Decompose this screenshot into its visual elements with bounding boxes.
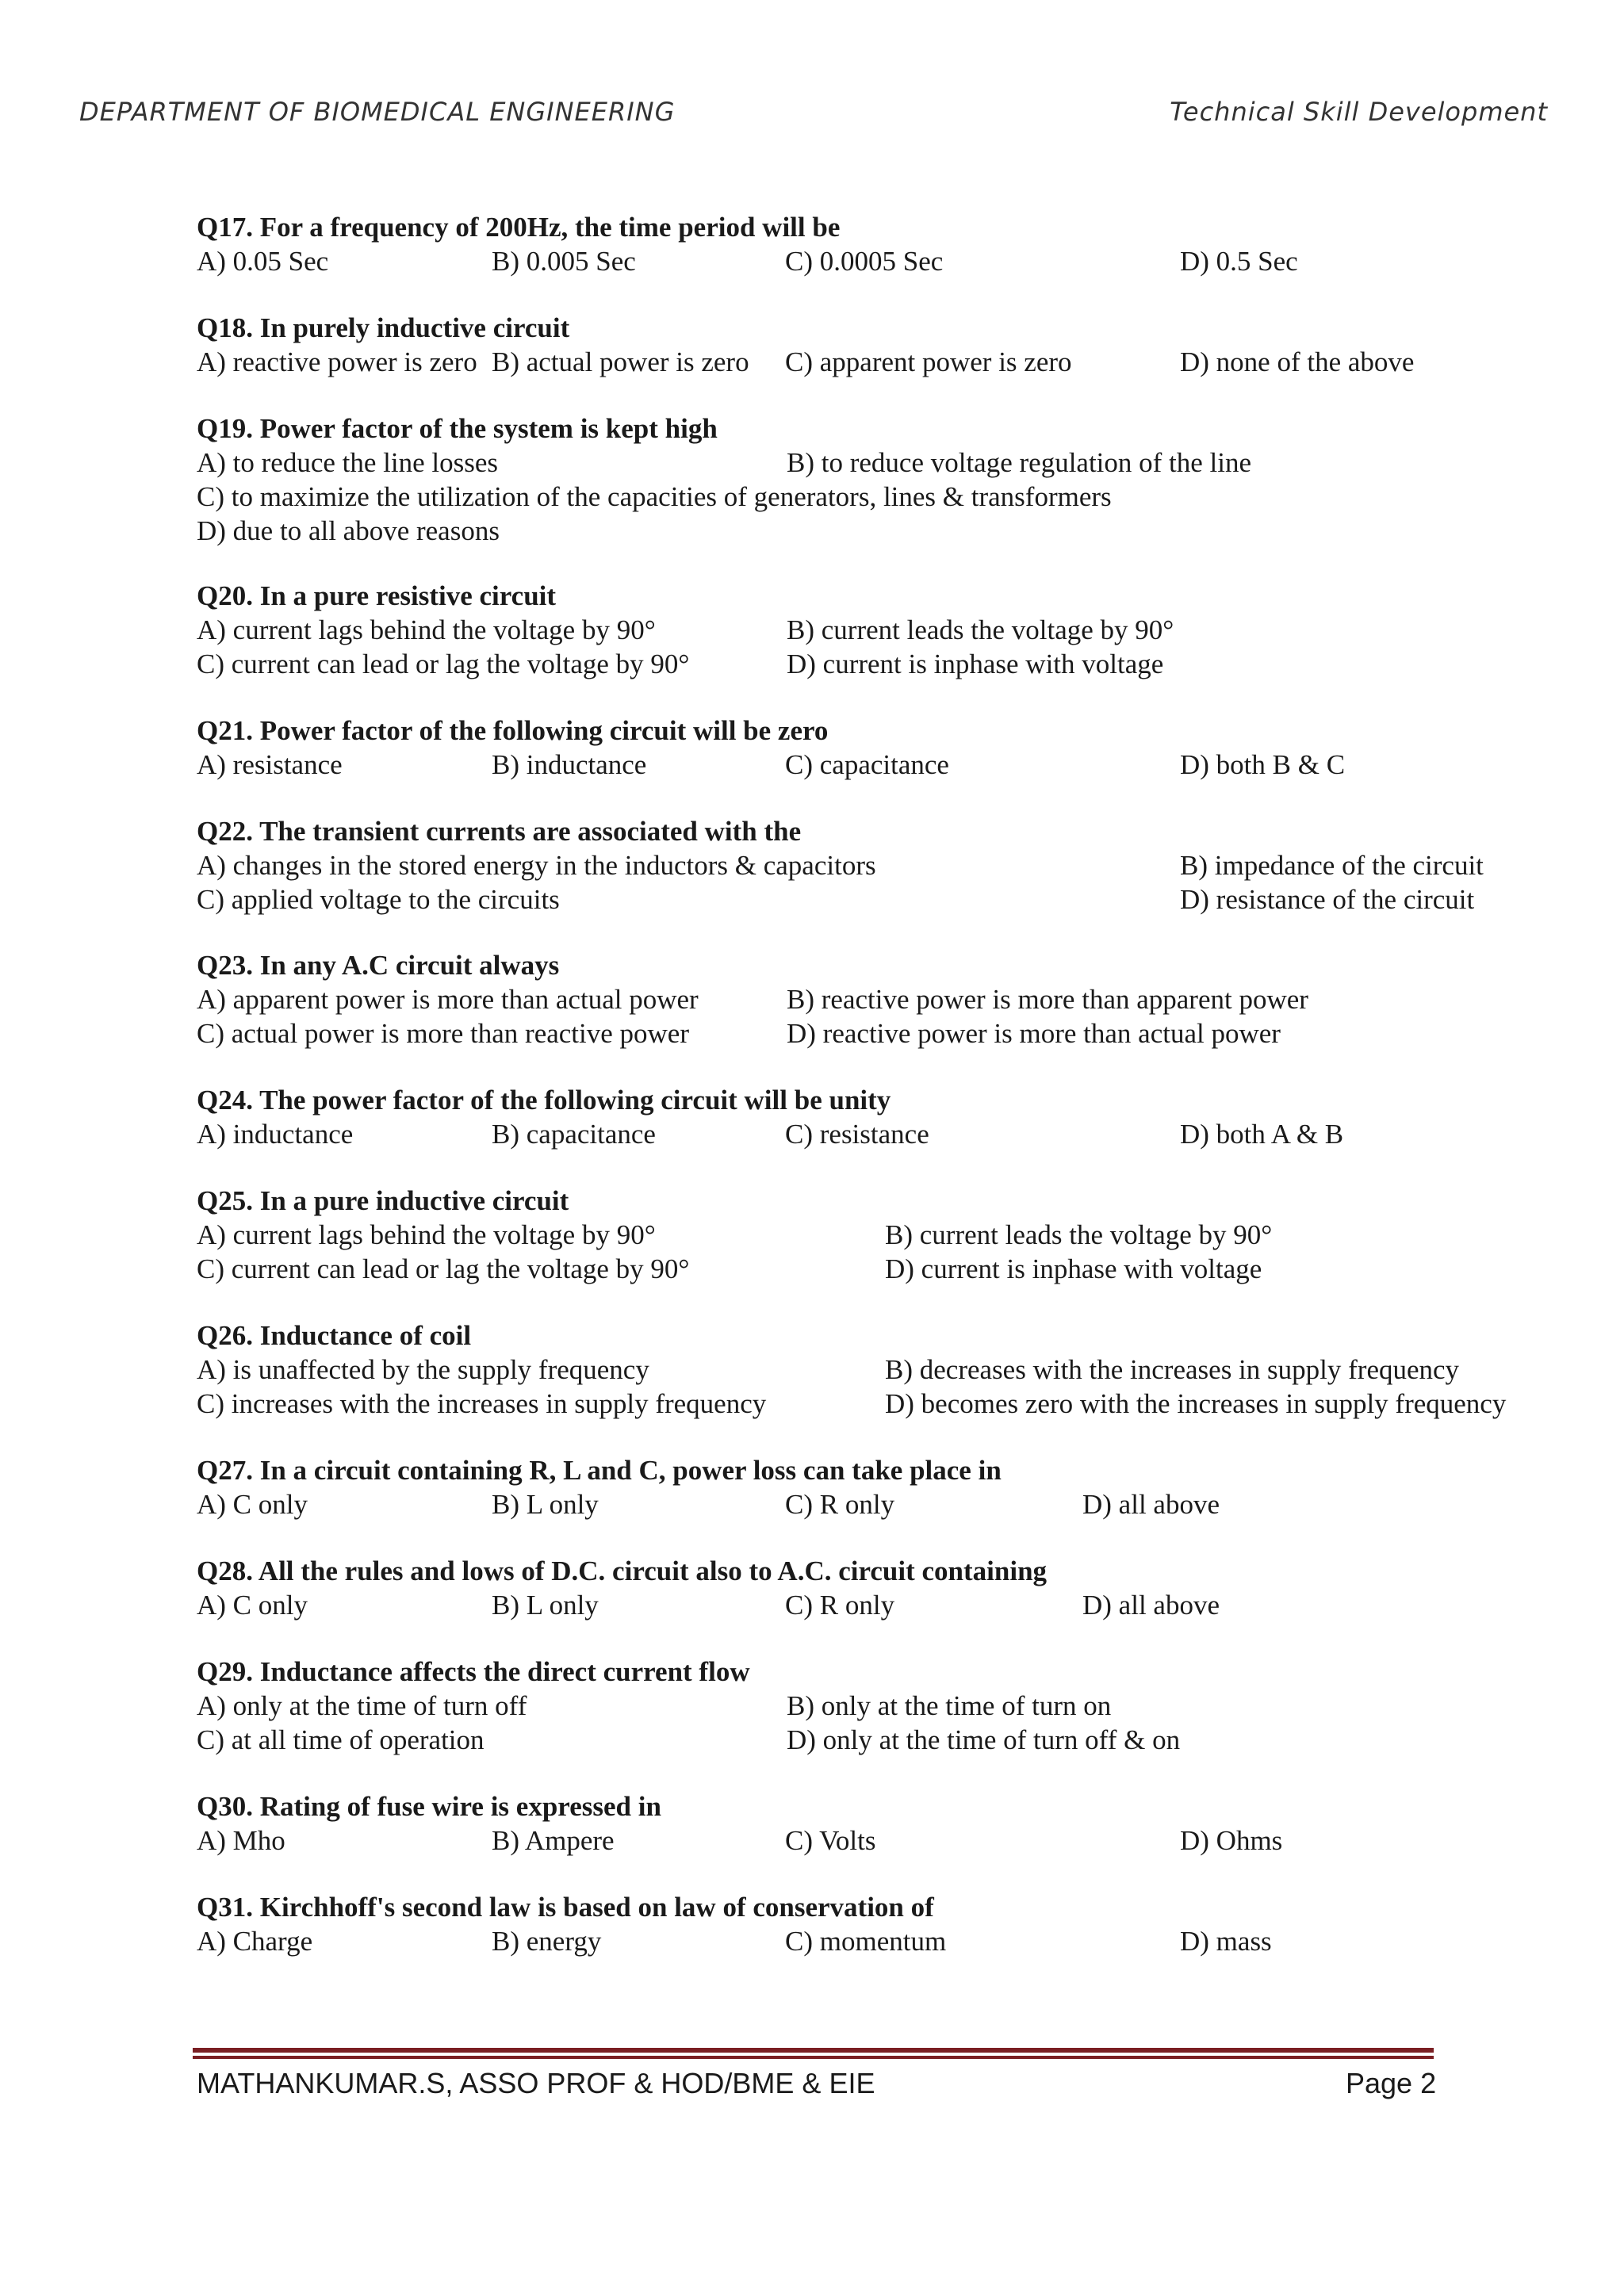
answer-option: B) actual power is zero — [492, 346, 749, 377]
answer-option: C) to maximize the utilization of the capacities of generators, lines & transformers — [197, 481, 1112, 512]
answer-option: A) current lags behind the voltage by 90° — [197, 1219, 656, 1250]
option-row — [197, 1252, 1561, 1286]
footer-rule-thick — [193, 2048, 1434, 2053]
answer-option: A) C only — [197, 1590, 308, 1621]
answer-option: C) 0.0005 Sec — [785, 246, 944, 277]
answer-option: D) both A & B — [1180, 1119, 1344, 1150]
option-row — [197, 480, 1561, 514]
question-block — [197, 948, 1561, 1050]
option-row — [197, 848, 1561, 882]
answer-option: B) inductance — [492, 749, 647, 780]
option-row — [197, 1387, 1561, 1421]
option-row — [197, 748, 1561, 782]
option-row — [197, 1823, 1561, 1858]
answer-option: D) current is inphase with voltage — [885, 1253, 1262, 1284]
page-header-department: DEPARTMENT OF BIOMEDICAL ENGINEERING — [79, 97, 676, 127]
answer-option: D) mass — [1180, 1926, 1272, 1957]
answer-option: B) capacitance — [492, 1119, 656, 1150]
answer-option: D) becomes zero with the increases in supply frequency — [885, 1388, 1507, 1419]
option-row — [197, 345, 1561, 379]
option-row — [197, 882, 1561, 916]
option-row — [197, 446, 1561, 480]
answer-option: A) changes in the stored energy in the inductors & capacitors — [197, 850, 876, 881]
answer-option: C) capacitance — [785, 749, 949, 780]
answer-option: C) actual power is more than reactive power — [197, 1018, 689, 1049]
answer-option: A) inductance — [197, 1119, 354, 1150]
question-block — [197, 311, 1561, 379]
question-text: Q17. For a frequency of 200Hz, the time period will be — [197, 212, 841, 243]
option-row — [197, 1723, 1561, 1757]
answer-option: B) L only — [492, 1489, 599, 1520]
answer-option: A) current lags behind the voltage by 90° — [197, 614, 656, 645]
answer-option: D) current is inphase with voltage — [787, 649, 1164, 679]
question-text: Q22. The transient currents are associated with the — [197, 816, 802, 847]
question-text: Q28. All the rules and lows of D.C. circuit also to A.C. circuit containing — [197, 1556, 1048, 1586]
option-row — [197, 1487, 1561, 1521]
question-text: Q18. In purely inductive circuit — [197, 312, 570, 343]
question-block — [197, 579, 1561, 681]
question-block — [197, 1554, 1561, 1622]
answer-option: C) applied voltage to the circuits — [197, 884, 560, 915]
option-row — [197, 1588, 1561, 1622]
option-row — [197, 647, 1561, 681]
answer-option: D) none of the above — [1180, 346, 1415, 377]
option-row — [197, 982, 1561, 1016]
answer-option: D) Ohms — [1180, 1825, 1283, 1856]
answer-option: B) L only — [492, 1590, 599, 1621]
answer-option: D) all above — [1082, 1590, 1220, 1621]
answer-option: B) only at the time of turn on — [787, 1690, 1112, 1721]
question-block — [197, 411, 1561, 548]
answer-option: A) apparent power is more than actual power — [197, 984, 699, 1015]
answer-option: B) current leads the voltage by 90° — [787, 614, 1174, 645]
question-block — [197, 1083, 1561, 1151]
question-text: Q29. Inductance affects the direct current flow — [197, 1656, 750, 1687]
page-header-course: Technical Skill Development — [1170, 97, 1548, 127]
question-block — [197, 1453, 1561, 1521]
answer-option: C) current can lead or lag the voltage by 90° — [197, 649, 690, 679]
question-text: Q31. Kirchhoff's second law is based on law of conservation of — [197, 1892, 934, 1923]
answer-option: A) C only — [197, 1489, 308, 1520]
question-text: Q23. In any A.C circuit always — [197, 950, 560, 981]
answer-option: C) resistance — [785, 1119, 929, 1150]
question-block — [197, 1318, 1561, 1421]
answer-option: B) decreases with the increases in supply frequency — [885, 1354, 1460, 1385]
answer-option: A) Charge — [197, 1926, 313, 1957]
answer-option: B) 0.005 Sec — [492, 246, 636, 277]
answer-option: B) to reduce voltage regulation of the line — [787, 447, 1252, 478]
answer-option: C) increases with the increases in supply frequency — [197, 1388, 767, 1419]
answer-option: D) all above — [1082, 1489, 1220, 1520]
answer-option: B) energy — [492, 1926, 602, 1957]
answer-option: A) reactive power is zero — [197, 346, 477, 377]
question-block — [197, 1890, 1561, 1958]
question-block — [197, 210, 1561, 278]
answer-option: A) 0.05 Sec — [197, 246, 329, 277]
answer-option: B) reactive power is more than apparent power — [787, 984, 1308, 1015]
question-text: Q24. The power factor of the following circuit will be unity — [197, 1085, 891, 1115]
answer-option: C) R only — [785, 1489, 895, 1520]
question-block — [197, 1184, 1561, 1286]
question-text: Q21. Power factor of the following circuit will be zero — [197, 715, 829, 746]
question-block — [197, 1655, 1561, 1757]
answer-option: C) momentum — [785, 1926, 947, 1957]
question-text: Q19. Power factor of the system is kept high — [197, 413, 718, 444]
answer-option: D) reactive power is more than actual power — [787, 1018, 1281, 1049]
answer-option: A) Mho — [197, 1825, 285, 1856]
answer-option: A) to reduce the line losses — [197, 447, 499, 478]
answer-option: C) at all time of operation — [197, 1724, 485, 1755]
option-row — [197, 1353, 1561, 1387]
question-block — [197, 1789, 1561, 1858]
question-block — [197, 714, 1561, 782]
answer-option: B) impedance of the circuit — [1180, 850, 1484, 881]
answer-option: A) only at the time of turn off — [197, 1690, 527, 1721]
option-row — [197, 1924, 1561, 1958]
question-text: Q20. In a pure resistive circuit — [197, 580, 557, 611]
answer-option: B) Ampere — [492, 1825, 615, 1856]
option-row — [197, 1117, 1561, 1151]
question-text: Q30. Rating of fuse wire is expressed in — [197, 1791, 661, 1822]
option-row — [197, 514, 1561, 548]
answer-option: D) 0.5 Sec — [1180, 246, 1298, 277]
answer-option: C) R only — [785, 1590, 895, 1621]
question-text: Q25. In a pure inductive circuit — [197, 1185, 569, 1216]
answer-option: D) both B & C — [1180, 749, 1346, 780]
question-text: Q26. Inductance of coil — [197, 1320, 472, 1351]
answer-option: C) Volts — [785, 1825, 876, 1856]
answer-option: C) apparent power is zero — [785, 346, 1072, 377]
answer-option: A) is unaffected by the supply frequency — [197, 1354, 649, 1385]
answer-option: D) due to all above reasons — [197, 515, 500, 546]
answer-option: C) current can lead or lag the voltage by 90° — [197, 1253, 690, 1284]
question-block — [197, 814, 1561, 916]
option-row — [197, 1016, 1561, 1050]
question-text: Q27. In a circuit containing R, L and C, power loss can take place in — [197, 1455, 1002, 1486]
answer-option: D) only at the time of turn off & on — [787, 1724, 1181, 1755]
footer-page-number: Page 2 — [1346, 2067, 1437, 2099]
answer-option: A) resistance — [197, 749, 343, 780]
answer-option: B) current leads the voltage by 90° — [885, 1219, 1273, 1250]
option-row — [197, 613, 1561, 647]
option-row — [197, 1689, 1561, 1723]
footer-author: MATHANKUMAR.S, ASSO PROF & HOD/BME & EIE — [197, 2067, 875, 2099]
answer-option: D) resistance of the circuit — [1180, 884, 1475, 915]
option-row — [197, 1218, 1561, 1252]
option-row — [197, 244, 1561, 278]
footer-rule-thin — [193, 2056, 1434, 2059]
